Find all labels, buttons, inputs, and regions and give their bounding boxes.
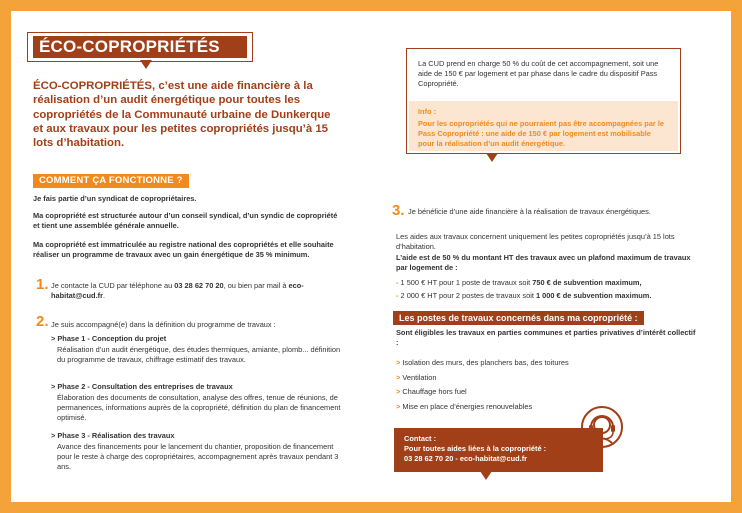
list-item: > Ventilation <box>396 372 437 382</box>
ceiling-bullet-1-text: 1 500 € HT pour 1 poste de travaux soit <box>400 278 533 287</box>
eligible-works-header: Les postes de travaux concernés dans ma copropriété : <box>393 311 644 325</box>
aid-ceiling-paragraph: L’aide est de 50 % du montant HT des travaux avec un plafond maximum de travaux par logement de : <box>396 253 691 273</box>
phase-2-body: Élaboration des documents de consultation, analyse des offres, tenue de réunions, de permanences, informations auprès de la copropriété, définition du plan de financement optimisé. <box>57 393 341 423</box>
cud-support-text: La CUD prend en charge 50 % du coût de cet accompagnement, soit une aide de 150 € par logement et par phase dans le cadre du dispositif Pass Copropriété. <box>418 59 659 89</box>
phase-1-title: > Phase 1 - Conception du projet <box>51 334 167 343</box>
ceiling-bullet-1: - 1 500 € HT pour 1 poste de travaux soit 750 € de subvention maximum, <box>396 278 642 287</box>
structure-paragraph: Ma copropriété est structurée autour d’un conseil syndical, d’un syndic de copropriété et tient une assemblée générale annuelle. <box>33 211 338 231</box>
phase-3-title: > Phase 3 - Réalisation des travaux <box>51 431 175 440</box>
intro-paragraph <box>33 79 343 150</box>
step-1-phone: 03 28 62 70 20 <box>174 281 224 290</box>
step-2-text: Je suis accompagné(e) dans la définition du programme de travaux : <box>51 320 276 329</box>
contact-label: Contact : <box>404 434 437 443</box>
step-1-text <box>51 281 311 301</box>
step-1-text-b: , ou bien par mail à <box>223 281 289 290</box>
contact-box <box>394 428 603 472</box>
contact-line-1: Pour toutes aides liées à la copropriété : <box>404 444 547 453</box>
phase-3-body: Avance des financements pour le lancement du chantier, proposition de financement pour le reste à charge des copropriétaires, accompagnement après travaux pendant 3 ans. <box>57 442 339 472</box>
intro-lead: ÉCO-COPROPRIÉTÉS <box>33 80 152 92</box>
eligible-works-list <box>396 358 569 416</box>
step-3-text: Je bénéficie d’une aide financière à la réalisation de travaux énergétiques. <box>408 207 651 216</box>
step-1-mail: eco-habitat@cud.fr <box>51 281 304 301</box>
ceiling-bullet-2-text: 2 000 € HT pour 2 postes de travaux soit <box>400 291 536 300</box>
ceiling-bullet-2: - 2 000 € HT pour 2 postes de travaux soit 1 000 € de subvention maximum. <box>396 291 652 300</box>
contact-text <box>404 434 546 464</box>
intro-text: , c’est une aide financière à la réalisation d’un audit énergétique pour toutes les copropriétés de la Communauté urbaine de Dunkerque et aux travaux pour les petites copropriétés jusqu’à 15 lots d’habitation. <box>33 80 331 150</box>
phase-1-body: Réalisation d’un audit énergétique, des études thermiques, amiante, plomb... définition du programme de travaux, chiffrage estimatif des travaux. <box>57 345 341 365</box>
step-1-end: . <box>102 291 106 301</box>
phase-2-title: > Phase 2 - Consultation des entreprises de travaux <box>51 382 233 391</box>
headset-icon <box>580 405 624 449</box>
small-copro-paragraph: Les aides aux travaux concernent uniquement les petites copropriétés jusqu’à 15 lots d’habitation. <box>396 232 675 252</box>
cud-support-box <box>406 48 681 154</box>
step-1-text-a: Je contacte la CUD par téléphone au <box>51 281 175 290</box>
cud-box-callout-tail <box>486 153 498 162</box>
list-item-label: Chauffage hors fuel <box>402 387 467 396</box>
ceiling-bullet-1-amount: 750 € de subvention maximum, <box>532 278 642 287</box>
how-it-works-header: COMMENT ÇA FONCTIONNE ? <box>33 174 189 188</box>
page-title: ÉCO-COPROPRIÉTÉS <box>33 36 247 58</box>
contact-callout-tail <box>480 471 492 480</box>
ceiling-bullet-2-amount: 1 000 € de subvention maximum. <box>535 291 652 300</box>
info-label: Info : <box>418 107 437 116</box>
registry-paragraph: Ma copropriété est immatriculée au registre national des copropriétés et elle souhaite réaliser un programme de travaux avec un gain énergétique de 35 % minimum. <box>33 240 334 260</box>
list-item: > Chauffage hors fuel <box>396 387 467 396</box>
title-banner <box>27 32 253 62</box>
step-3-number: 3. <box>392 202 405 219</box>
list-item-label: Isolation des murs, des planchers bas, des toitures <box>402 358 569 367</box>
contact-line-2[interactable]: 03 28 62 70 20 - eco-habitat@cud.fr <box>404 454 528 463</box>
step-1-number: 1. <box>36 276 49 293</box>
info-text: Pour les copropriétés qui ne pourraient pas être accompagnées par le Pass Copropriété : une aide de 150 € par logement est mobilisable pour la réalisation d’un audit énergétique. <box>418 119 665 149</box>
eligible-works-intro: Sont éligibles les travaux en parties communes et parties privatives d’intérêt collectif : <box>396 328 696 348</box>
info-box <box>409 101 678 151</box>
syndicate-paragraph: Je fais partie d’un syndicat de copropriétaires. <box>33 194 197 203</box>
step-2-number: 2. <box>36 313 49 330</box>
list-item: > Mise en place d’énergies renouvelables <box>396 401 533 411</box>
title-callout-tail <box>140 60 152 69</box>
list-item-label: Ventilation <box>402 372 437 382</box>
list-item: > Isolation des murs, des planchers bas, des toitures <box>396 358 569 367</box>
list-item-label: Mise en place d’énergies renouvelables <box>402 401 533 411</box>
